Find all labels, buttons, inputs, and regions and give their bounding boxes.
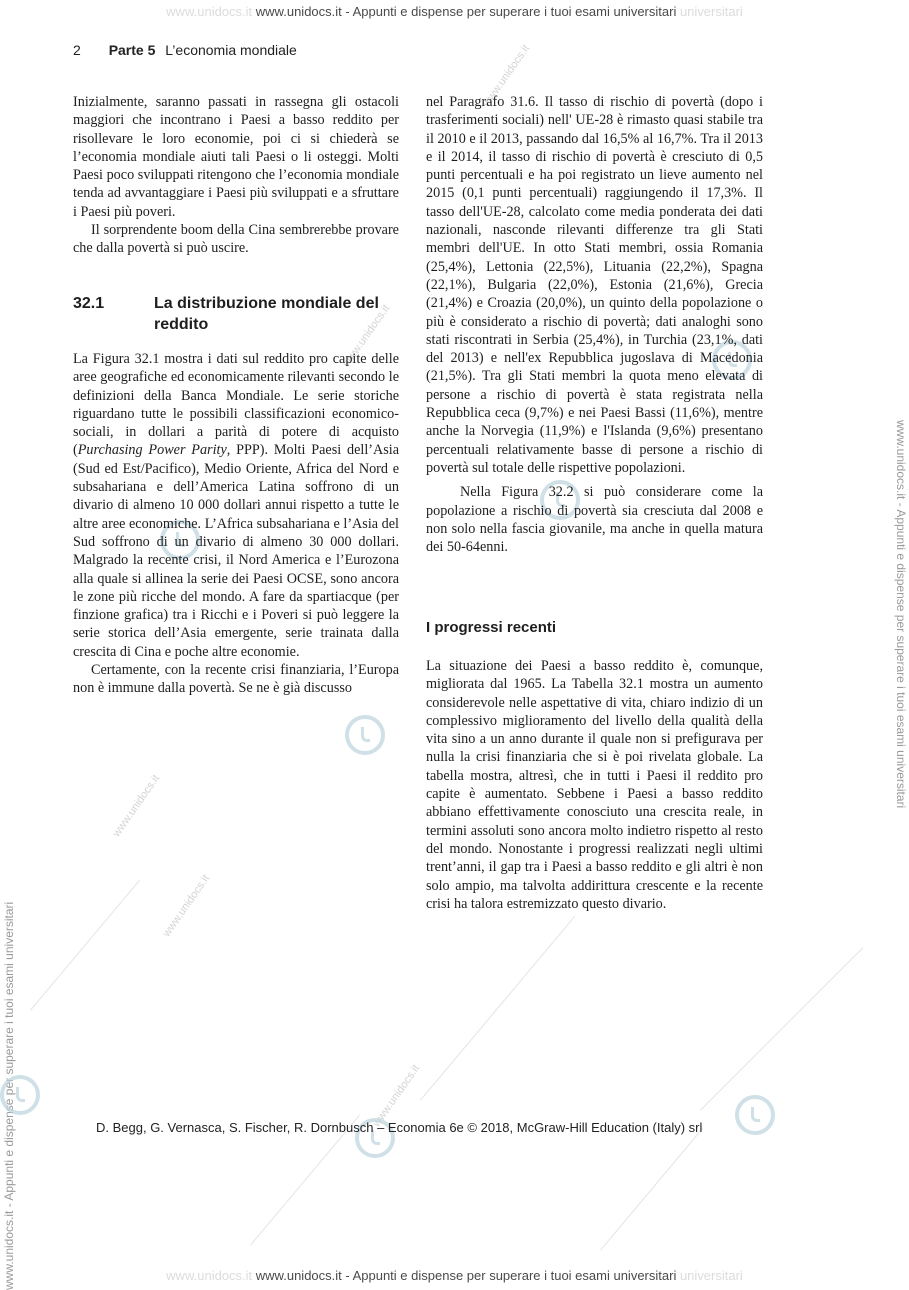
text-run: La Figura 32.1 mostra i dati sul reddito pro capite delle aree geografiche ed economicamente rilevanti secondo le definizioni della Banca Mondiale. Le serie storiche riguardano tutte le possibili classificazioni economico-sociali, in dollari a parità di potere di acquisto ( — [73, 351, 399, 459]
watermark-banner-text[interactable]: www.unidocs.it - Appunti e dispense per superare i tuoi esami universitari — [255, 4, 677, 19]
watermark-ghost-right: universitari — [679, 1268, 743, 1283]
paragraph: La situazione dei Paesi a basso reddito è, comunque, migliorata dal 1965. La Tabella 32.1 mostra un aumento considerevole nelle aspettative di vita, chiaro indizio di un complessivo miglioramento del livello della qualità della vita sino a un anno durante il quale non si prefigurava per nulla la crisi finanziaria che si è poi rivelata globale. La tabella mostra, altresì, che in tutti i Paesi il reddito pro capite è aumentato. Sebbene i Paesi a basso reddito abbiano effettivamente conosciuto una crescita reale, in termini assoluti sono ancora molto indietro rispetto al resto del mondo. Nonostante i progressi realizzati negli ultimi trent’anni, il gap tra i Paesi a basso reddito e gli altri è non solo ampio, ma talvolta addirittura crescente e la recente crisi ha talora estremizzato questo divario. — [426, 658, 763, 912]
watermark-logo-icon — [345, 715, 385, 755]
part-title: L’economia mondiale — [165, 42, 297, 58]
subsection-heading: I progressi recenti — [426, 619, 557, 636]
diagonal-watermark: www.unidocs.it — [370, 1062, 423, 1130]
right-side-watermark: www.unidocs.it - Appunti e dispense per superare i tuoi esami universitari — [894, 420, 908, 809]
watermark-line — [600, 1127, 704, 1250]
section-number: 32.1 — [73, 295, 105, 312]
diagonal-watermark: www.unidocs.it — [110, 772, 163, 840]
section-body — [73, 350, 399, 698]
paragraph: nel Paragrafo 31.6. Il tasso di rischio di povertà (dopo i trasferimenti sociali) nell' UE-28 è rimasto quasi stabile tra il 2010 e il 2013, passando dal 16,5% al 16,7%. Tra il 2013 e il 2014, il tasso di rischio di povertà è cresciuto di 0,5 punti percentuali e ha poi registrato un lieve aumento nel 2015 (0,1 punti percentuali) raggiungendo il 17,3%. Il tasso dell'UE-28, calcolato come media ponderata dei dati nazionali, nasconde rilevanti differenze tra gli Stati membri dell'UE. In otto Stati membri, ossia Romania (25,4%), Lettonia (22,5%), Lituania (22,2%), Spagna (22,1%), Bulgaria (22,0%), Estonia (21,6%), Grecia (21,4%) e Croazia (20,0%), un quinto della popolazione o più è considerato a rischio di povertà; dati analoghi sono stati riscontrati in Serbia (25,4%), in Turchia (23,1%, dati del 2013) e nell'ex Repubblica jugoslava di Macedonia (21,5%). Tra gli Stati membri la quota meno elevata di persone a rischio di povertà è stata registrata nella Repubblica ceca (9,7%) e nei Paesi Bassi (11,6%), mentre anche la Norvegia (11,9%) e l'Islanda (9,6%) presentano percentuali relativamente basse di persone a rischio di povertà sul totale delle rispettive popolazioni. — [426, 94, 763, 476]
page-number: 2 — [73, 42, 81, 58]
watermark-ghost-right: universitari — [679, 4, 743, 19]
running-head — [73, 42, 297, 58]
text-run: , PPP). Molti Paesi dell’Asia (Sud ed Est/Pacifico), Medio Oriente, Africa del Nord e subsahariana e dell’America Latina soffrono di un divario di almeno 10 000 dollari annui rispetto a tutte le altre aree economiche. L’Africa subsahariana e l’Asia del Sud soffrono di un divario di almeno 30 000 dollari. Malgrado la recente crisi, il Nord America e l’Eurozona alla quale si allinea la serie dei Paesi OCSE, sono ancora le zone più ricche del mondo. A fare da spartiacque (per finzione grafica) tra i Ricchi e i Poveri si può leggere la serie storica dell’Asia emergente, serie trainata dalla crescita di Cina e poche altre economie. — [73, 442, 399, 660]
paragraph: Nella Figura 32.2 si può considerare come la popolazione a rischio di povertà sia cresciuta dal 2008 e non solo nella fascia giovanile, ma anche in quella matura dei 50-64enni. — [426, 484, 763, 556]
bottom-watermark-banner — [0, 1268, 909, 1283]
right-column-text — [426, 93, 763, 556]
left-side-watermark: www.unidocs.it - Appunti e dispense per superare i tuoi esami universitari — [2, 901, 16, 1290]
watermark-ghost-left: www.unidocs.it — [166, 4, 253, 19]
section-title: La distribuzione mondiale del reddito — [154, 295, 379, 333]
watermark-line — [420, 916, 575, 1100]
paragraph: Inizialmente, saranno passati in rassegna gli ostacoli maggiori che incontrano i Paesi a basso reddito per risollevare le loro economie, poi ci si chiederà se l’economia mondiale aiuti tali Paesi o li osteggi. Molti Paesi poco sviluppati ritengono che l’economia mondiale tenda ad avvantaggiare i Paesi più sviluppati e a sfruttare i Paesi più poveri. — [73, 94, 399, 220]
top-watermark-banner — [0, 4, 909, 19]
diagonal-watermark: www.unidocs.it — [160, 872, 213, 940]
italic-term: Purchasing Power Parity — [77, 442, 227, 459]
paragraph: Certamente, con la recente crisi finanziaria, l’Europa non è immune dalla povertà. Se ne è già discusso — [73, 662, 399, 697]
diagonal-watermark: www.unidocs.it — [480, 42, 533, 110]
paragraph — [73, 350, 399, 661]
watermark-logo-icon — [0, 1075, 40, 1115]
intro-text — [73, 93, 399, 258]
diagonal-watermark: www.unidocs.it — [340, 302, 393, 370]
progress-text — [426, 657, 763, 913]
part-label: Parte 5 — [108, 42, 156, 58]
paragraph: Il sorprendente boom della Cina sembrerebbe provare che dalla povertà si può uscire. — [73, 222, 399, 257]
watermark-banner-text[interactable]: www.unidocs.it - Appunti e dispense per superare i tuoi esami universitari — [255, 1268, 677, 1283]
watermark-line — [30, 880, 140, 1011]
footer-citation: D. Begg, G. Vernasca, S. Fischer, R. Dornbusch – Economia 6e © 2018, McGraw-Hill Education (Italy) srl — [96, 1120, 703, 1135]
watermark-line — [700, 947, 863, 1110]
watermark-ghost-left: www.unidocs.it — [166, 1268, 253, 1283]
